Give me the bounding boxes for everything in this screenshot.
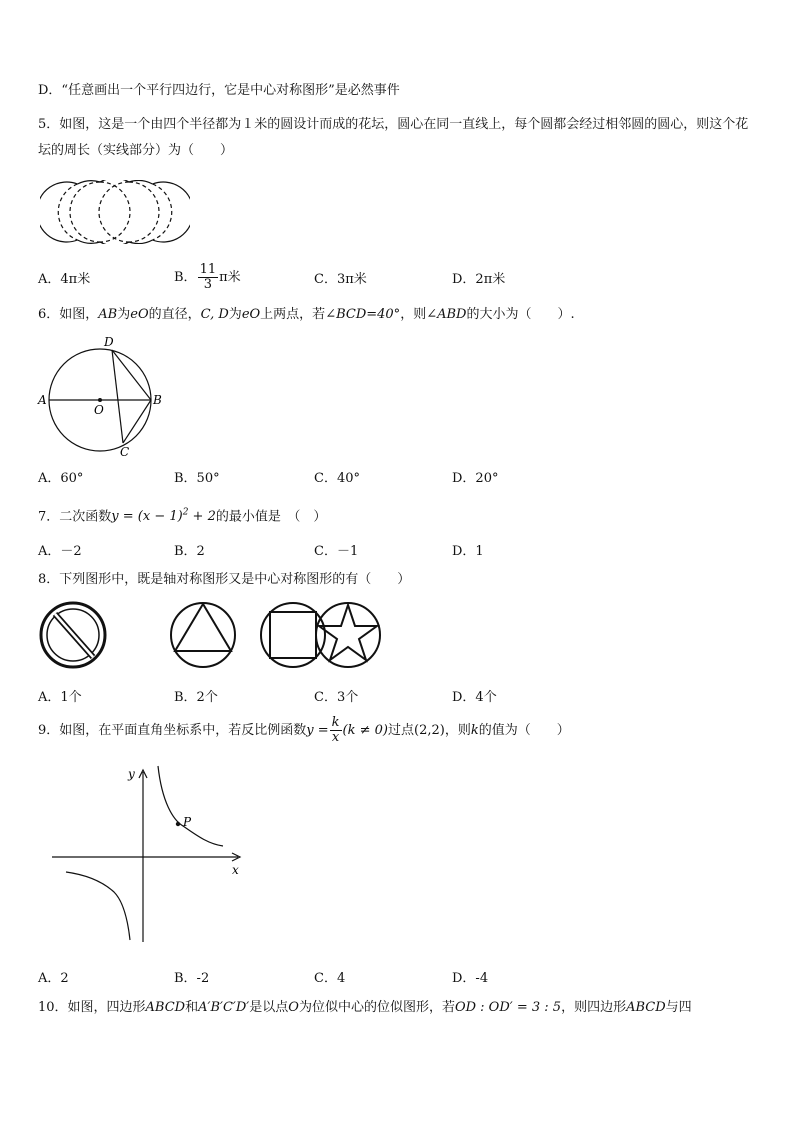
q5-dashed-arc-1 [58,184,77,240]
q5-option-a: A．4π米 [38,272,91,287]
q7-formula: $y = (x - 1)^2 + 2$ [111,508,216,525]
q9-label-y: y [128,767,135,781]
q6-label-d: D [104,335,114,349]
q6-chord-db [112,350,151,400]
q9-option-c: C．4 [314,971,346,986]
q8-shape-circle-slash [41,603,105,667]
q4-option-d: D．“任意画出一个平行四边行，它是中心对称图形”是必然事件 [38,83,400,98]
q6-option-d: D．20° [452,471,499,486]
q9-label-p: P [183,815,192,829]
q9-point-p [176,822,180,826]
q8-shape-circle-triangle [171,603,235,667]
q8-option-b: B．2个 [174,690,218,705]
q5-flower-bed-figure [40,180,190,244]
q5-option-b: B． $\frac{11}{3}$ π米 [174,262,241,292]
q9-option-d: D．-4 [452,971,489,986]
q7-option-d: D．1 [452,544,484,559]
q7-option-a: A．－2 [38,544,82,559]
q8-options [38,686,598,704]
q5-dashed-arc-2 [70,182,130,242]
q9-stem: 9．如图，在平面直角坐标系中，若反比例函数y = $\frac{k}{x}$ (k ≠ 0)过点(2,2)，则k的值为（ ） [38,715,570,745]
q6-option-b: B．50° [174,471,220,486]
q6-options [38,467,598,485]
q6-center-point [98,398,102,402]
q9-label-x: x [232,863,239,877]
q5-stem: 5．如图，这是一个由四个半径都为１米的圆设计而成的花坛，圆心在同一直线上，每个圆都会经过相邻圆的圆心，则这个花坛的周长（实线部分）为（ ） [38,117,749,158]
q9-curve-q1 [158,766,223,846]
q10-stem: 10．如图，四边形ABCD和A′B′C′D′是以点O为位似中心的位似图形，若OD : OD′ = 3 : 5，则四边形ABCD与四 [38,1000,692,1015]
q5-option-d: D．2π米 [452,272,506,287]
q6-label-a: A [38,393,47,407]
q9-coordinate-figure [48,762,248,944]
q8-shapes-figure [38,600,388,672]
q9-fraction: $\frac{k}{x}$ [331,715,340,745]
q6-option-a: A．60° [38,471,84,486]
q7-option-c: C．－1 [314,544,359,559]
q5-solid-arc-2 [100,180,129,244]
q9-options [38,967,598,985]
q5-dashed-arc-3 [99,182,159,242]
q6-label-c: C [120,445,130,459]
q7-options [38,540,598,558]
q6-label-o: O [94,403,104,417]
q9-option-a: A．2 [38,971,69,986]
q5-option-c: C．3π米 [314,272,367,287]
q6-stem: 6．如图，AB为eO的直径，C, D为eO上两点，若∠BCD=40°，则∠ABD的大小为（ ）. [38,307,575,322]
q5-options [38,263,598,291]
q6-label-b: B [153,393,162,407]
q5-dashed-arc-4 [153,184,172,240]
q5-solid-arc-1b [78,181,101,244]
q7-option-b: B．2 [174,544,205,559]
q8-stem: 8．下列图形中，既是轴对称图形又是中心对称图形的有（ ） [38,572,411,587]
q6-circle-figure [36,332,166,460]
q9-curve-q3 [66,872,130,940]
q8-option-a: A．1个 [38,690,82,705]
q8-option-c: C．3个 [314,690,359,705]
q7-stem: 7．二次函数$y = (x - 1)^2 + 2$的最小值是 （ ） [38,508,327,525]
q8-option-d: D．4个 [452,690,497,705]
q9-option-b: B．-2 [174,971,210,986]
q6-chord-dc [112,350,123,443]
q6-option-c: C．40° [314,471,360,486]
